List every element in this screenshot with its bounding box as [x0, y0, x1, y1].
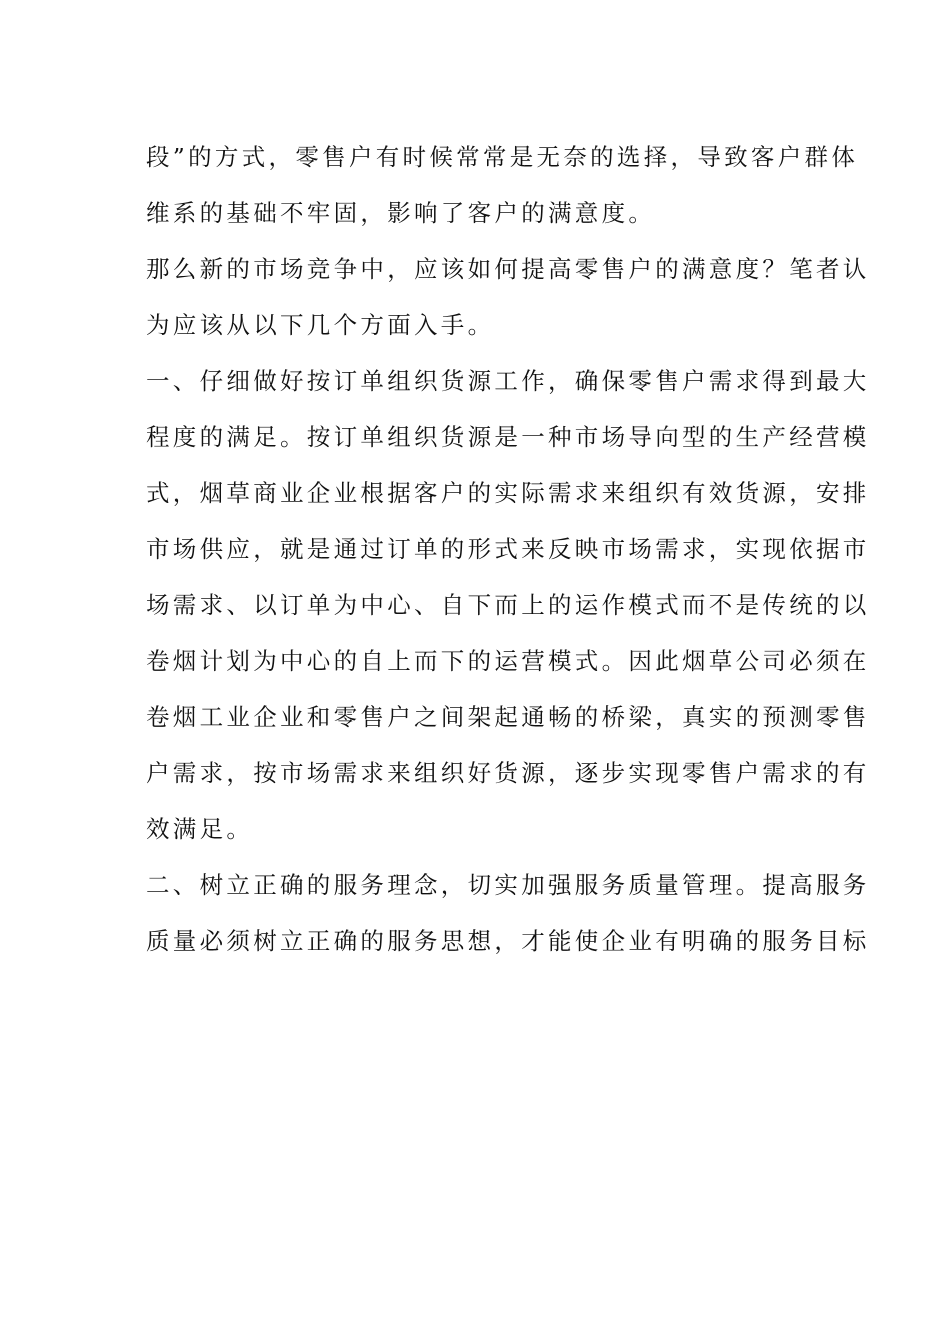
text-line: 场需求、以订单为中心、自下而上的运作模式而不是传统的以 — [146, 591, 870, 619]
text-line: 二、树立正确的服务理念，切实加强服务质量管理。提高服务 — [146, 871, 870, 899]
text-line: 为应该从以下几个方面入手。 — [146, 311, 495, 339]
text-line: 那么新的市场竞争中，应该如何提高零售户的满意度？笔者认 — [146, 255, 870, 283]
text-line: 一、仔细做好按订单组织货源工作，确保零售户需求得到最大 — [146, 367, 870, 395]
text-line: 式，烟草商业企业根据客户的实际需求来组织有效货源，安排 — [146, 479, 870, 507]
text-line: 效满足。 — [146, 815, 254, 843]
text-line: 卷烟工业企业和零售户之间架起通畅的桥梁，真实的预测零售 — [146, 703, 870, 731]
text-line: 市场供应，就是通过订单的形式来反映市场需求，实现依据市 — [146, 535, 870, 563]
text-line: 段”的方式，零售户有时候常常是无奈的选择，导致客户群体 — [146, 143, 859, 171]
text-line: 卷烟计划为中心的自上而下的运营模式。因此烟草公司必须在 — [146, 647, 870, 675]
text-line: 户需求，按市场需求来组织好货源，逐步实现零售户需求的有 — [146, 759, 870, 787]
text-line: 程度的满足。按订单组织货源是一种市场导向型的生产经营模 — [146, 423, 870, 451]
document-body — [146, 129, 870, 969]
text-line: 维系的基础不牢固，影响了客户的满意度。 — [146, 199, 656, 227]
text-line: 质量必须树立正确的服务思想，才能使企业有明确的服务目标 — [146, 927, 870, 955]
